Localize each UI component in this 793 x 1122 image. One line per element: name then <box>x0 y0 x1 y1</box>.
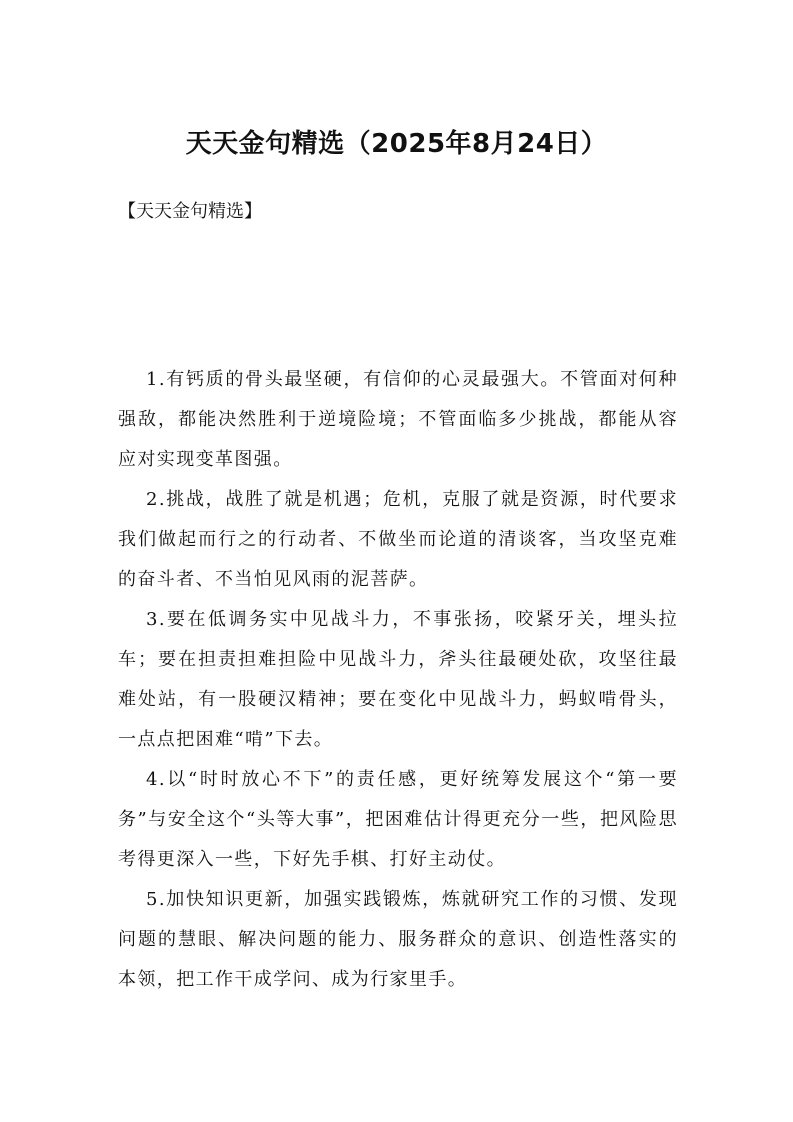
document-body <box>118 360 678 1000</box>
page-title: 天天金句精选（2025年8月24日） <box>185 129 608 159</box>
section-label: 【天天金句精选】 <box>118 201 262 222</box>
quote-paragraph-5: 5.加快知识更新，加强实践锻炼，炼就研究工作的习惯、发现问题的慧眼、解决问题的能力、服务群众的意识、创造性落实的本领，把工作干成学问、成为行家里手。 <box>118 889 678 990</box>
quote-paragraph-1: 1.有钙质的骨头最坚硬，有信仰的心灵最强大。不管面对何种强敌，都能决然胜利于逆境险境；不管面临多少挑战，都能从容应对实现变革图强。 <box>118 369 678 470</box>
quote-paragraph-2: 2.挑战，战胜了就是机遇；危机，克服了就是资源，时代要求我们做起而行之的行动者、不做坐而论道的清谈客，当攻坚克难的奋斗者、不当怕见风雨的泥菩萨。 <box>118 489 678 590</box>
quote-paragraph-3: 3.要在低调务实中见战斗力，不事张扬，咬紧牙关，埋头拉车；要在担责担难担险中见战斗力，斧头往最硬处砍，攻坚往最难处站，有一股硬汉精神；要在变化中见战斗力，蚂蚁啃骨头，一点点把困难“啃”下去。 <box>118 609 678 750</box>
quote-paragraph-4: 4.以“时时放心不下”的责任感，更好统筹发展这个“第一要务”与安全这个“头等大事”，把困难估计得更充分一些，把风险思考得更深入一些，下好先手棋、打好主动仗。 <box>118 769 678 870</box>
